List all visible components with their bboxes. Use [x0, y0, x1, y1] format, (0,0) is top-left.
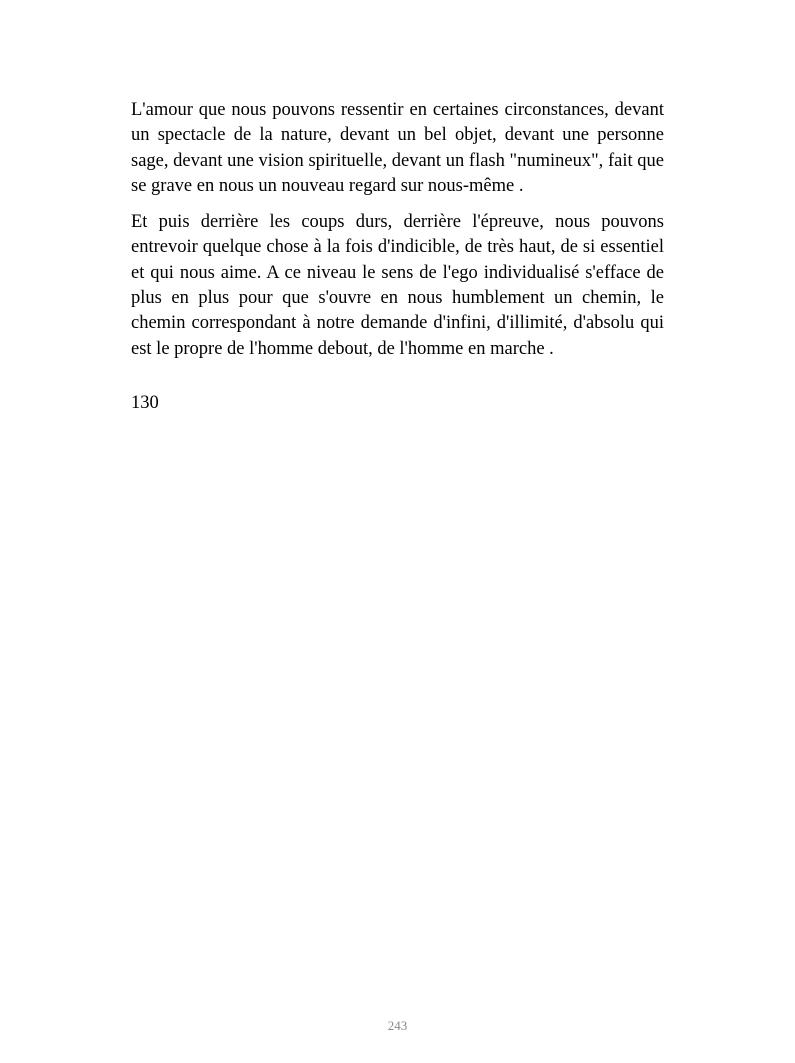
- body-text: [131, 98, 664, 416]
- section-number: 130: [131, 392, 159, 413]
- page-number: 243: [387, 1018, 408, 1033]
- paragraph-2: Et puis derrière les coups durs, derrière l'épreuve, nous pouvons entrevoir quelque chose à la fois d'indicible, de très haut, de si essentiel et qui nous aime. A ce niveau le sens de l'ego individualisé s'efface de plus en plus pour que s'ouvre en nous humblement un chemin, le chemin correspondant à notre demande d'infini, d'illimité, d'absolu qui est le propre de l'homme debout, de l'homme en marche .: [131, 212, 664, 359]
- paragraph-1: L'amour que nous pouvons ressentir en certaines circonstances, devant un spectacle de la nature, devant un bel objet, devant une personne sage, devant une vision spirituelle, devant un flash "numineux", fait que se grave en nous un nouveau regard sur nous-même .: [131, 100, 664, 196]
